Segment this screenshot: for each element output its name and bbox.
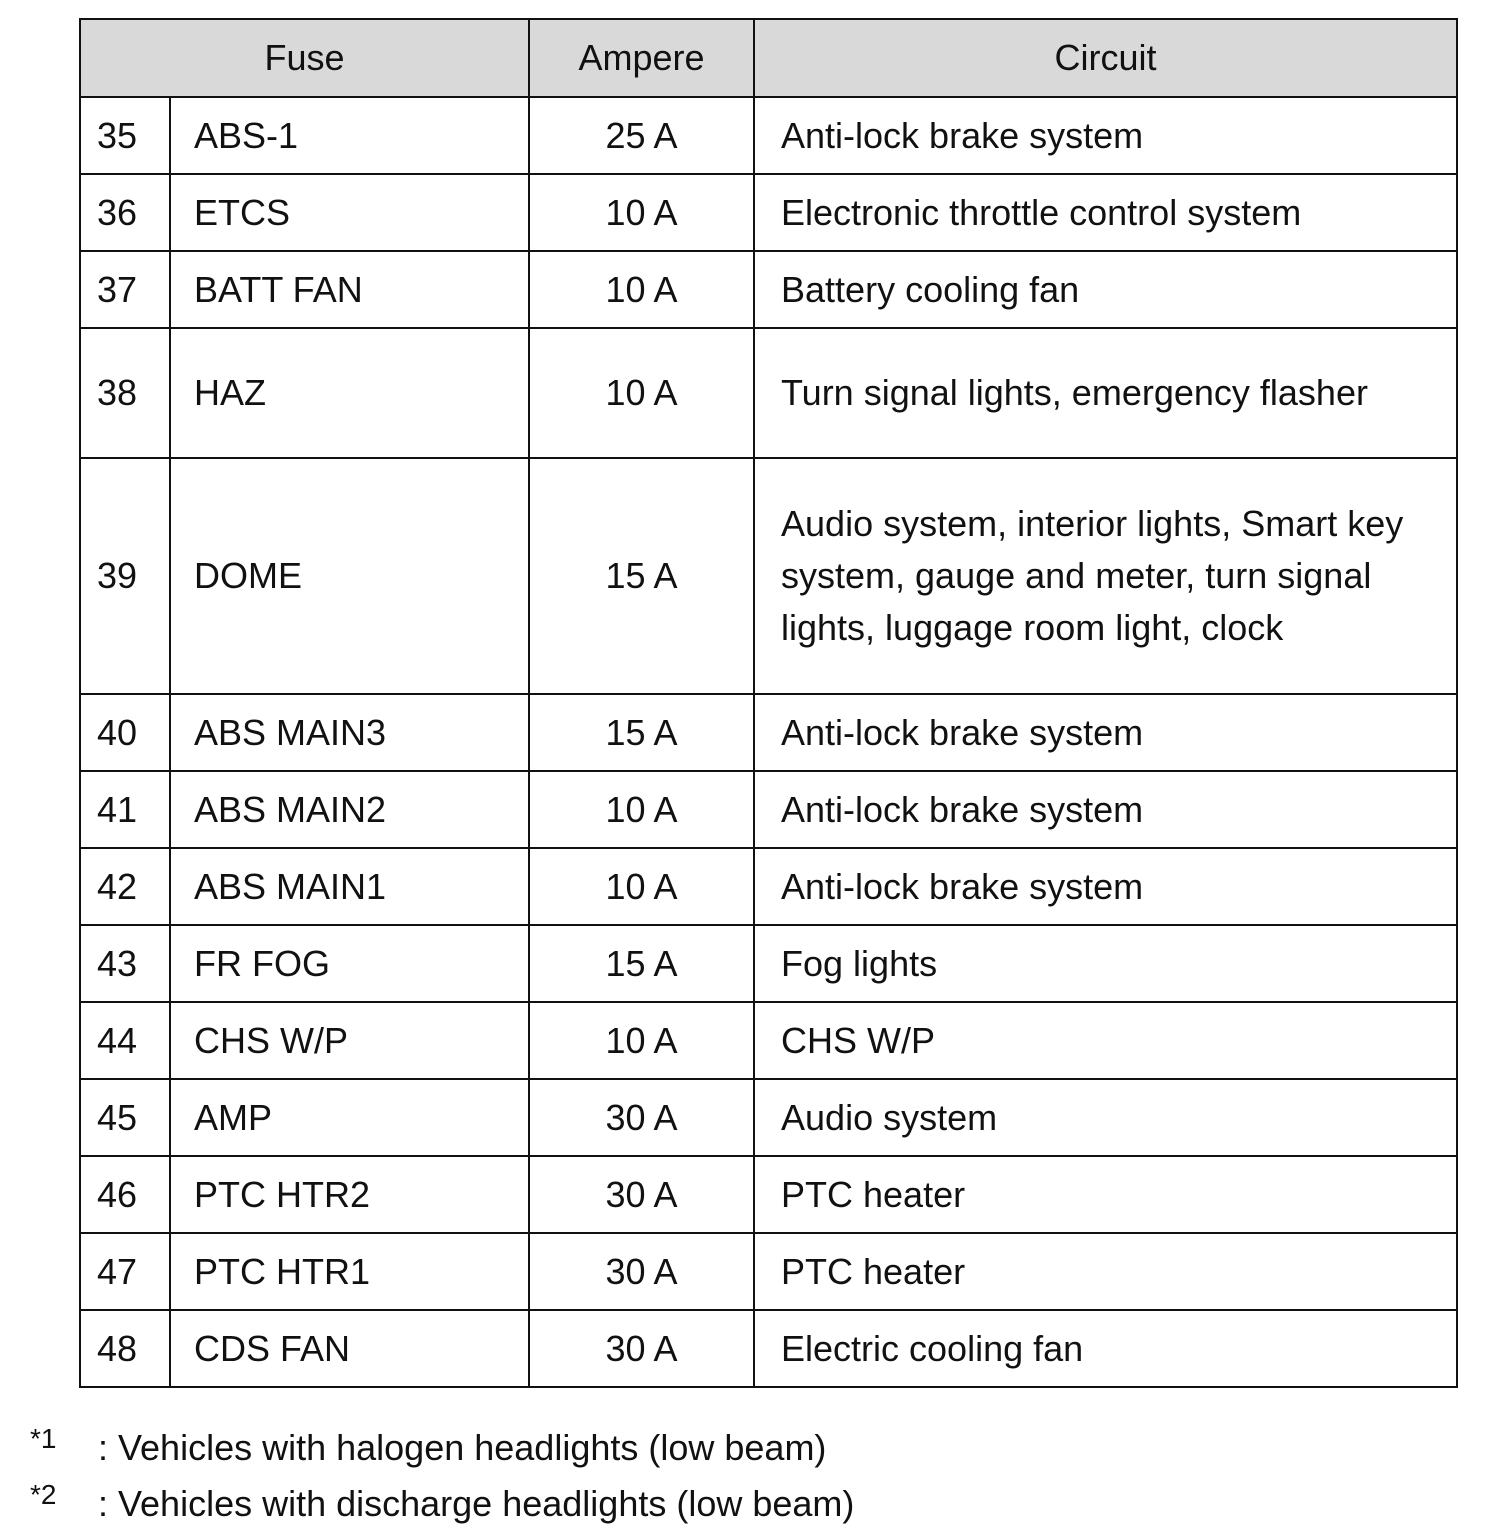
fuse-number: 47 (80, 1233, 170, 1310)
footnote-text: : Vehicles with discharge headlights (low beam) (98, 1483, 855, 1524)
table-row (80, 1156, 1457, 1233)
fuse-circuit: Electronic throttle control system (754, 174, 1457, 251)
fuse-circuit: Battery cooling fan (754, 251, 1457, 328)
fuse-ampere: 10 A (529, 174, 754, 251)
fuse-name: DOME (170, 458, 529, 694)
table-row (80, 1310, 1457, 1387)
fuse-ampere: 30 A (529, 1310, 754, 1387)
table-row (80, 458, 1457, 694)
fuse-name: ETCS (170, 174, 529, 251)
fuse-ampere: 30 A (529, 1079, 754, 1156)
fuse-name: ABS MAIN3 (170, 694, 529, 771)
footnote-text: : Vehicles with halogen headlights (low beam) (98, 1427, 827, 1468)
fuse-number: 43 (80, 925, 170, 1002)
fuse-number: 35 (80, 97, 170, 174)
fuse-name: CDS FAN (170, 1310, 529, 1387)
fuse-name: BATT FAN (170, 251, 529, 328)
fuse-name: ABS MAIN1 (170, 848, 529, 925)
fuse-number: 37 (80, 251, 170, 328)
fuse-name: CHS W/P (170, 1002, 529, 1079)
fuse-number: 41 (80, 771, 170, 848)
fuse-name: AMP (170, 1079, 529, 1156)
footnote-mark: *2 (30, 1479, 57, 1510)
fuse-name: ABS-1 (170, 97, 529, 174)
fuse-circuit: PTC heater (754, 1156, 1457, 1233)
table-row (80, 1079, 1457, 1156)
fuse-circuit: Fog lights (754, 925, 1457, 1002)
fuse-ampere: 10 A (529, 328, 754, 458)
fuse-ampere: 15 A (529, 458, 754, 694)
footnote-mark: *1 (30, 1423, 57, 1454)
fuse-number: 36 (80, 174, 170, 251)
footnotes (30, 1420, 854, 1532)
fuse-ampere: 10 A (529, 848, 754, 925)
fuse-number: 39 (80, 458, 170, 694)
table-row (80, 694, 1457, 771)
fuse-ampere: 10 A (529, 1002, 754, 1079)
fuse-name: PTC HTR1 (170, 1233, 529, 1310)
table-row (80, 1233, 1457, 1310)
fuse-circuit: Audio system, interior lights, Smart key system, gauge and meter, turn signal lights, luggage room light, clock (754, 458, 1457, 694)
fuse-number: 46 (80, 1156, 170, 1233)
fuse-number: 44 (80, 1002, 170, 1079)
fuse-circuit: Anti-lock brake system (754, 694, 1457, 771)
fuse-ampere: 10 A (529, 251, 754, 328)
fuse-table (79, 18, 1458, 1388)
fuse-name: ABS MAIN2 (170, 771, 529, 848)
fuse-circuit: Turn signal lights, emergency flasher (754, 328, 1457, 458)
fuse-number: 42 (80, 848, 170, 925)
table-row (80, 328, 1457, 458)
table-row (80, 251, 1457, 328)
fuse-ampere: 30 A (529, 1156, 754, 1233)
fuse-name: FR FOG (170, 925, 529, 1002)
table-header-row (80, 19, 1457, 97)
fuse-circuit: PTC heater (754, 1233, 1457, 1310)
table-row (80, 174, 1457, 251)
fuse-name: HAZ (170, 328, 529, 458)
fuse-ampere: 15 A (529, 925, 754, 1002)
fuse-circuit: Anti-lock brake system (754, 97, 1457, 174)
fuse-circuit: Anti-lock brake system (754, 771, 1457, 848)
table-row (80, 771, 1457, 848)
fuse-circuit: Electric cooling fan (754, 1310, 1457, 1387)
table-row (80, 1002, 1457, 1079)
fuse-number: 48 (80, 1310, 170, 1387)
fuse-ampere: 25 A (529, 97, 754, 174)
footnote (30, 1476, 854, 1532)
header-ampere: Ampere (529, 19, 754, 97)
header-fuse: Fuse (80, 19, 529, 97)
fuse-ampere: 15 A (529, 694, 754, 771)
fuse-circuit: CHS W/P (754, 1002, 1457, 1079)
table-row (80, 97, 1457, 174)
fuse-ampere: 30 A (529, 1233, 754, 1310)
table-row (80, 925, 1457, 1002)
fuse-number: 40 (80, 694, 170, 771)
table-row (80, 848, 1457, 925)
header-circuit: Circuit (754, 19, 1457, 97)
fuse-number: 45 (80, 1079, 170, 1156)
fuse-name: PTC HTR2 (170, 1156, 529, 1233)
fuse-circuit: Anti-lock brake system (754, 848, 1457, 925)
fuse-number: 38 (80, 328, 170, 458)
footnote (30, 1420, 854, 1476)
fuse-ampere: 10 A (529, 771, 754, 848)
fuse-circuit: Audio system (754, 1079, 1457, 1156)
